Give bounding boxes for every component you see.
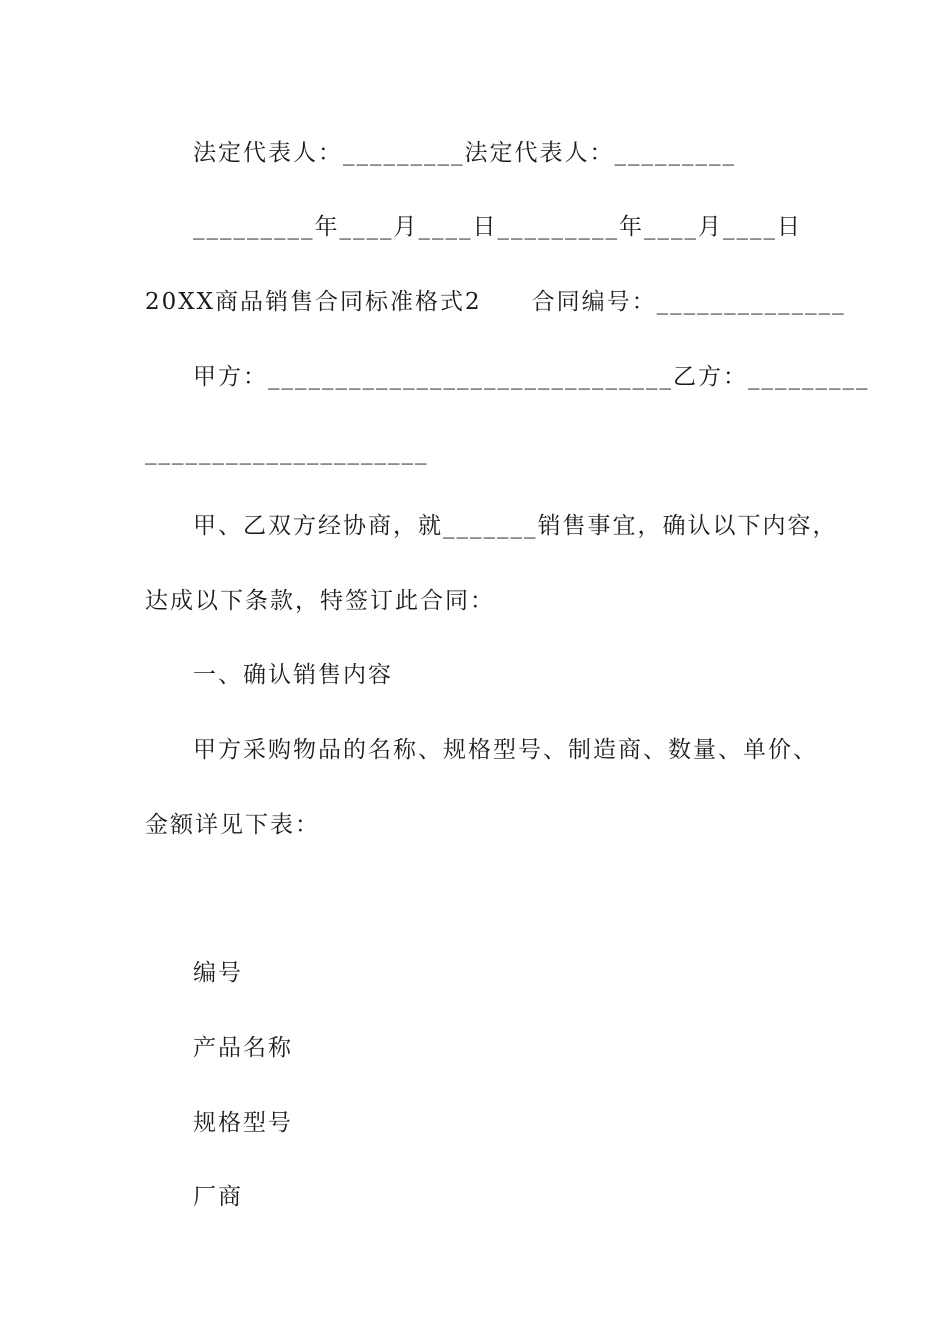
contract-title-number-line: 20XX商品销售合同标准格式2 合同编号：______________ — [145, 289, 846, 315]
table-header-manufacturer: 厂商 — [193, 1184, 243, 1210]
legal-representatives-line: 法定代表人：_________法定代表人：_________ — [193, 140, 736, 166]
section-paragraph-line-1: 甲方采购物品的名称、规格型号、制造商、数量、单价、 — [193, 737, 818, 763]
intro-paragraph-line-2: 达成以下条款，特签订此合同： — [145, 588, 495, 614]
table-header-number: 编号 — [193, 960, 243, 986]
table-header-product-name: 产品名称 — [193, 1035, 293, 1061]
parties-line: 甲方：______________________________乙方：_________ — [193, 364, 870, 390]
intro-paragraph-line-1: 甲、乙双方经协商，就_______销售事宜，确认以下内容， — [193, 513, 838, 539]
section-heading: 一、确认销售内容 — [193, 662, 393, 688]
table-header-specification: 规格型号 — [193, 1110, 293, 1136]
signing-date-line: _________年____月____日_________年____月____日 — [193, 214, 802, 240]
party-b-blank-line: _____________________ — [145, 439, 429, 465]
section-paragraph-line-2: 金额详见下表： — [145, 812, 320, 838]
